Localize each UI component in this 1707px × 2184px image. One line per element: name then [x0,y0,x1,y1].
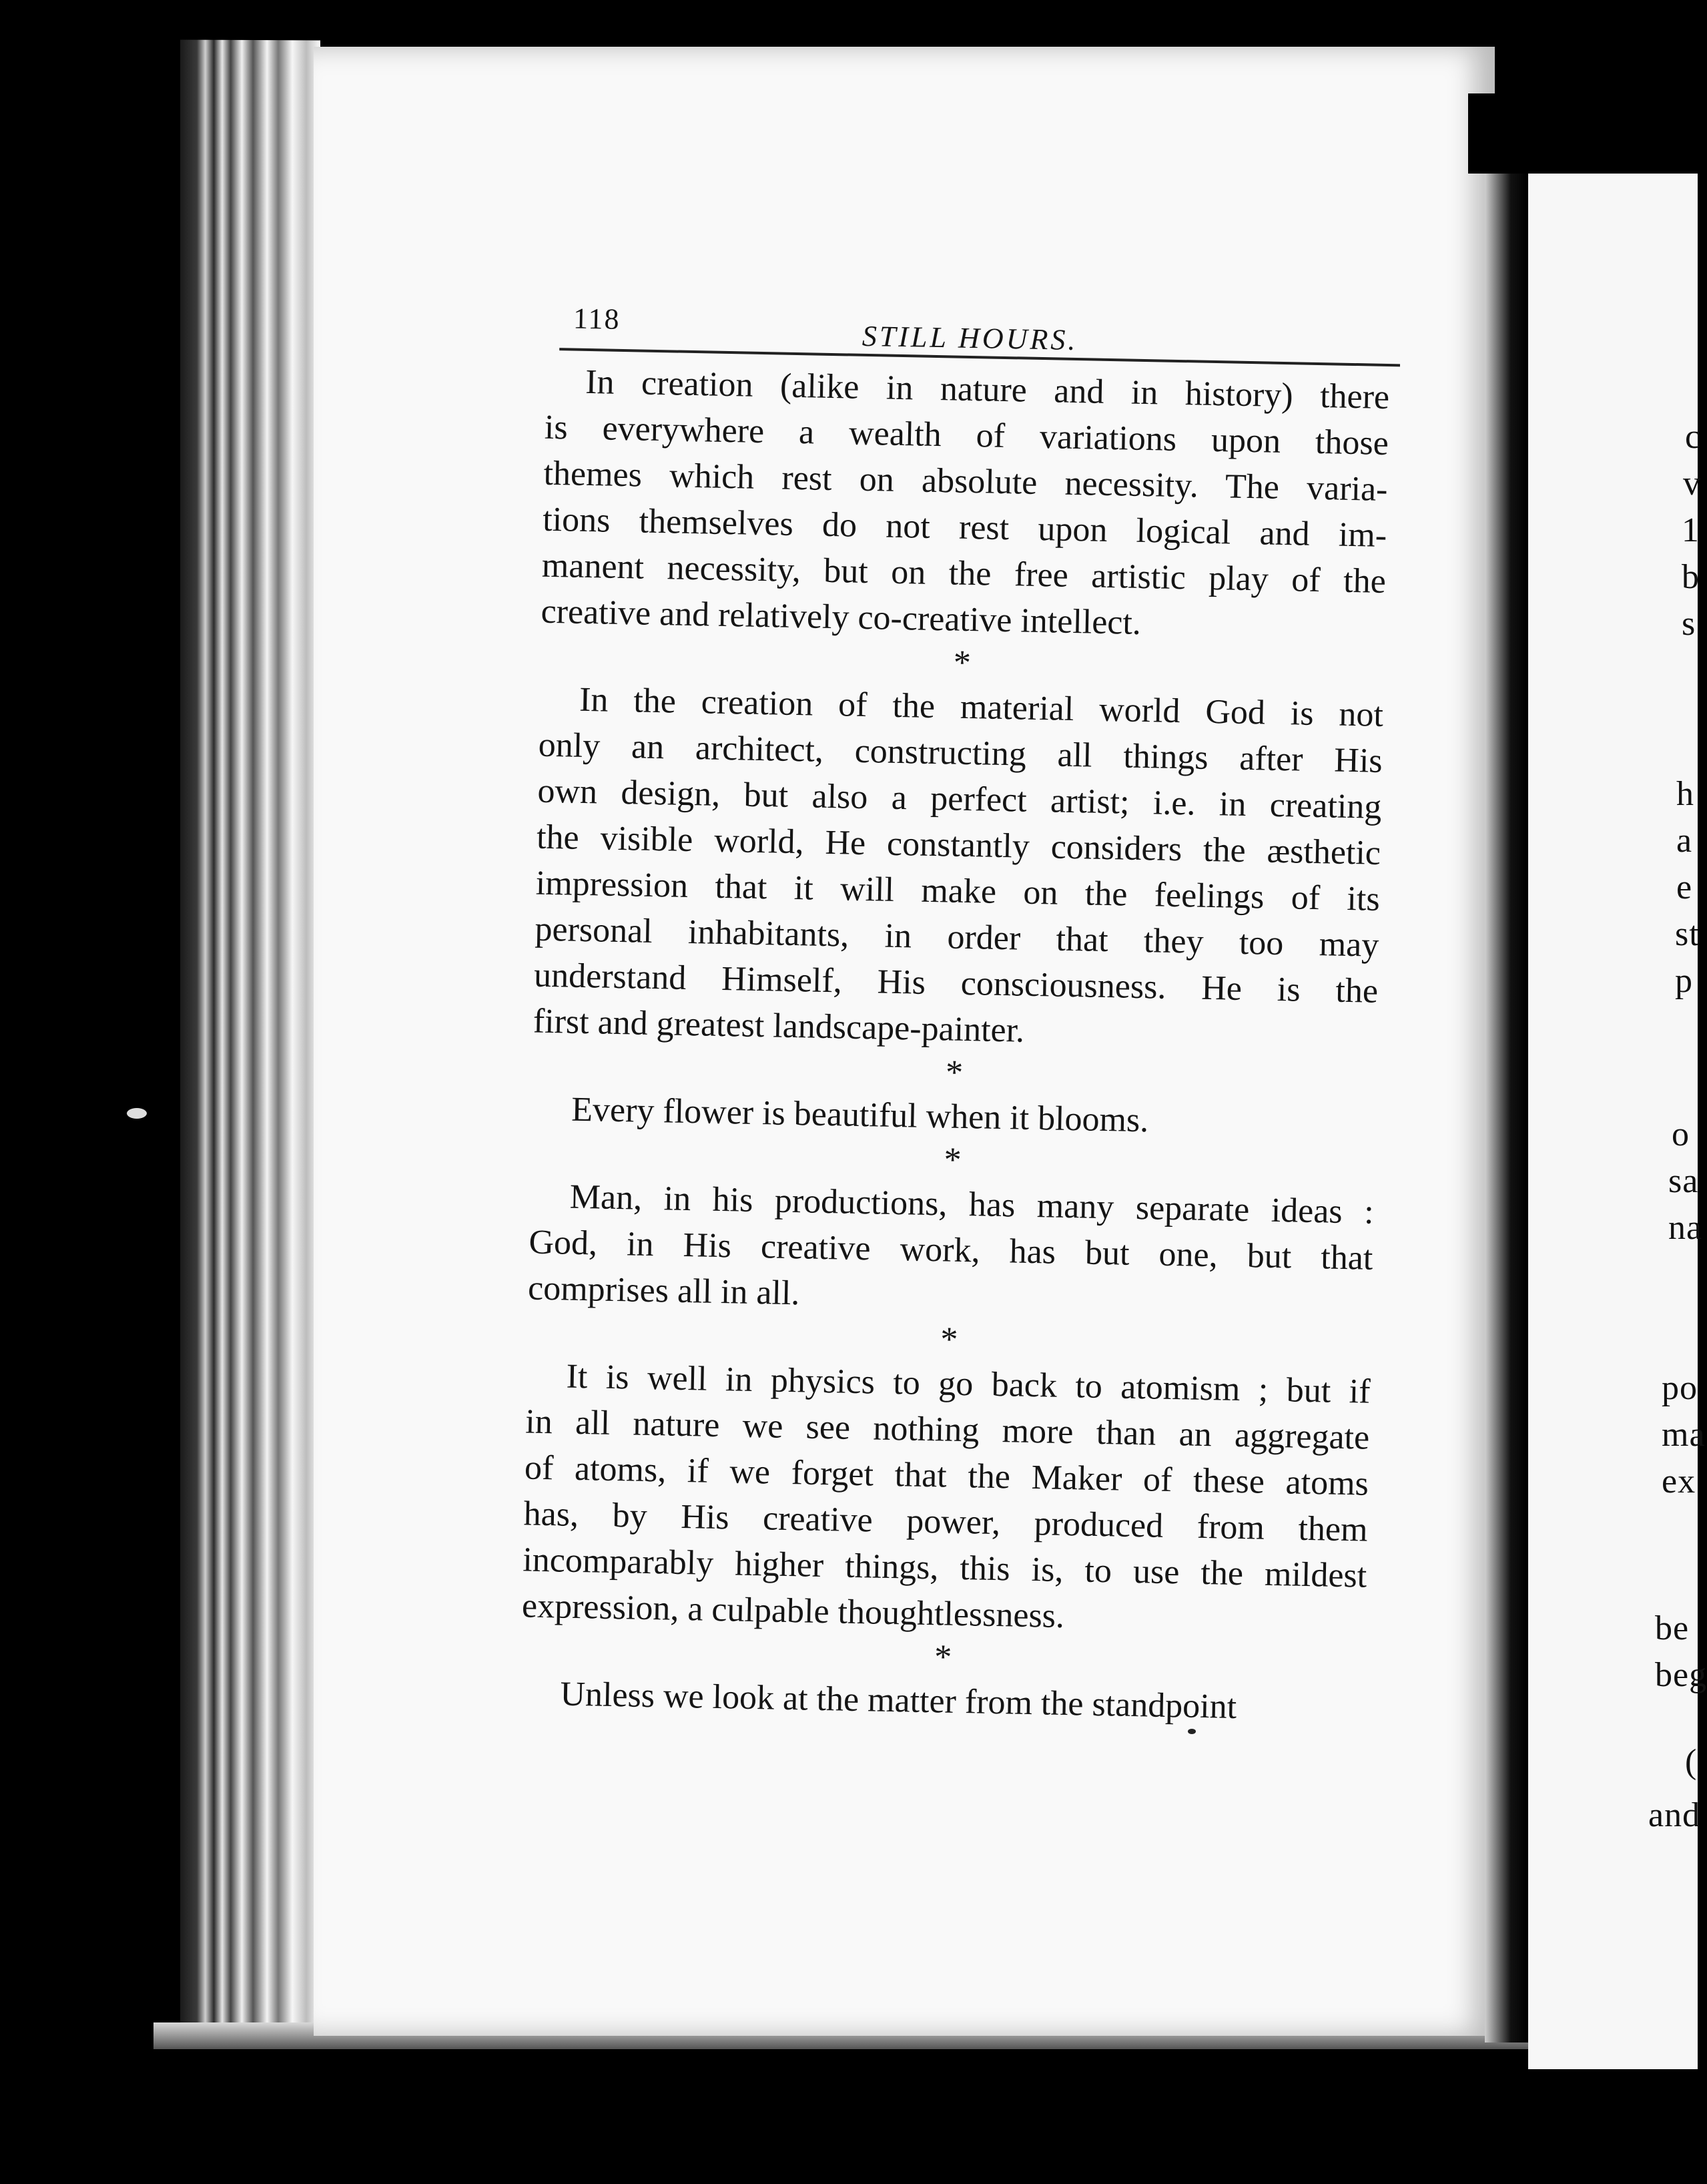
paragraph-1 [541,358,1390,651]
facing-fragment: and [1648,1796,1701,1834]
text-line: Man, in his productions, has many separate ideas : [569,1177,1375,1232]
text-line: own design, but also a perfect artist; i.e. in creating [537,772,1382,826]
text-line: is everywhere a wealth of variations upon those [544,408,1389,463]
section-asterisk: * [943,1141,962,1179]
text-line: only an architect, constructing all things after His [538,726,1383,780]
facing-fragment: be [1655,1609,1690,1647]
text-line: in all nature we see nothing more than an aggregate [525,1402,1370,1457]
facing-fragment: b [1682,558,1700,596]
facing-fragment: c [1685,418,1702,456]
section-asterisk: * [953,643,972,683]
facing-fragment: na [1668,1209,1703,1247]
facing-fragment: st [1675,915,1700,953]
text-line: incomparably higher things, this is, to use the mildest [522,1541,1367,1595]
page-number: 118 [573,302,621,336]
facing-page-corner [1468,93,1698,174]
text-line: personal inhabitants, in order that they too may [534,910,1379,965]
facing-fragment: beg [1655,1656,1707,1694]
text-line: has, by His creative power, produced from them [523,1494,1369,1549]
page-edges [180,39,320,2029]
text-line: manent necessity, but on the free artistic play of the [541,546,1387,601]
facing-page [1528,120,1701,2069]
ink-speck [1188,1729,1196,1734]
text-line: Every flower is beautiful when it blooms. [571,1090,1149,1140]
facing-fragment: sa [1668,1162,1699,1200]
facing-fragment: ex [1662,1462,1696,1500]
page-text-block [493,287,1421,1733]
facing-fragment: v [1683,465,1701,503]
paragraph-2 [533,676,1383,1061]
text-line: Unless we look at the matter from the standpoint [559,1675,1237,1726]
text-line: understand Himself, His consciousness. He is the [533,956,1379,1011]
text-line: In creation (alike in nature and in history) there [585,362,1390,417]
facing-fragment: 1 [1682,511,1700,549]
section-asterisk: * [934,1638,952,1677]
text-line: comprises all in all. [527,1269,800,1313]
text-line: first and greatest landscape-painter. [533,1002,1025,1050]
running-title: STILL HOURS. [862,319,1078,357]
book-gutter [1485,93,1528,2042]
text-line: God, in His creative work, has but one, but that [528,1223,1373,1278]
facing-fragment: p [1675,962,1693,1000]
text-line: In the creation of the material world God is not [579,680,1384,734]
text-line: It is well in physics to go back to atomism ; but if [566,1357,1371,1411]
paragraph-5 [521,1352,1371,1645]
section-asterisk: * [945,1053,964,1092]
text-line: creative and relatively co-creative intellect. [541,592,1142,642]
text-line: of atoms, if we forget that the Maker of these atoms [524,1448,1369,1503]
scan-speck [127,1108,147,1119]
facing-fragment: ma [1662,1416,1706,1454]
facing-fragment: ( [1685,1743,1698,1781]
paragraph-4 [528,1173,1375,1328]
text-line: impression that it will make on the feelings of its [535,864,1381,918]
text-line: tions themselves do not rest upon logical and im- [542,500,1387,555]
text-line: expression, a culpable thoughtlessness. [521,1587,1065,1636]
facing-fragment: a [1676,822,1693,860]
facing-fragment: h [1676,775,1694,813]
facing-fragment: e [1676,868,1693,906]
text-line: the visible world, He constantly considers the æsthetic [536,818,1381,872]
facing-fragment: s [1682,605,1696,643]
facing-fragment: o [1672,1115,1690,1153]
text-line: themes which rest on absolute necessity. The varia- [543,454,1388,509]
facing-fragment: po [1662,1369,1698,1407]
section-asterisk: * [940,1320,958,1359]
